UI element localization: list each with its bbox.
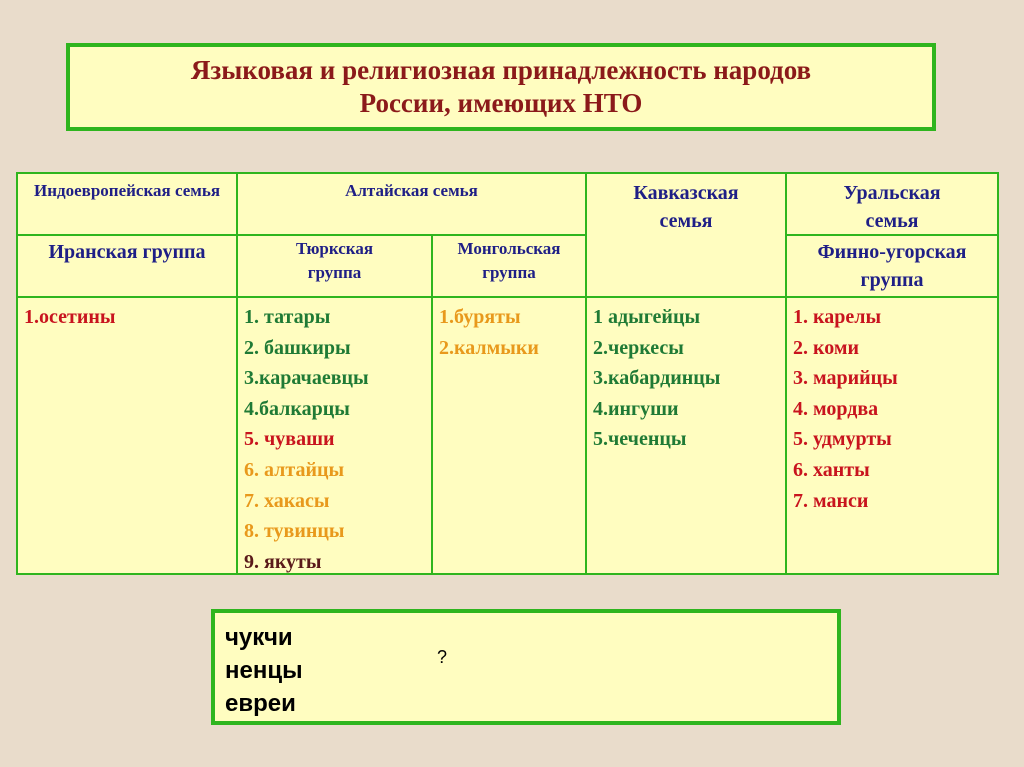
list-item: 7. хакасы [244, 489, 330, 512]
question-mark: ? [437, 647, 448, 667]
title-line-1: Языковая и религиозная принадлежность народов [190, 55, 812, 85]
list-item: 6. ханты [793, 458, 870, 481]
list-item: 5.чеченцы [593, 428, 687, 451]
list-item: 5. чуваши [244, 428, 335, 451]
header-finno-ugric-group [787, 236, 997, 298]
header-ural-family [787, 174, 997, 236]
header-caucasus-family-label: Кавказская семья [633, 182, 739, 232]
header-turkic-group [238, 236, 433, 298]
header-mongol-group [433, 236, 587, 298]
header-iranian-group-label: Иранская группа [48, 241, 206, 263]
turkic-peoples-list [238, 298, 433, 573]
list-item: 6. алтайцы [244, 458, 345, 481]
header-indo-european-family [18, 174, 238, 236]
list-item: 4.балкарцы [244, 397, 350, 420]
list-item: 1 адыгейцы [593, 306, 701, 328]
list-item: 4.ингуши [593, 397, 679, 420]
list-item: 3. марийцы [793, 367, 898, 390]
iranian-peoples-list [18, 298, 238, 573]
list-item: ненцы [225, 657, 303, 684]
unclassified-peoples-box [211, 609, 841, 725]
list-item: чукчи [225, 624, 293, 651]
list-item: 5. удмурты [793, 428, 892, 451]
list-item: 1. карелы [793, 306, 882, 328]
mongol-peoples-list [433, 298, 587, 573]
header-altai-family [238, 174, 587, 236]
header-iranian-group [18, 236, 238, 298]
header-ural-family-label: Уральская семья [843, 182, 941, 232]
list-item: 3.карачаевцы [244, 367, 369, 390]
list-item: 2. башкиры [244, 336, 351, 359]
list-item: евреи [225, 690, 296, 717]
list-item: 1.буряты [439, 306, 521, 328]
list-item: 3.кабардинцы [593, 367, 721, 390]
list-item: 8. тувинцы [244, 520, 345, 543]
slide-title [66, 43, 936, 131]
caucasus-peoples-list [587, 298, 787, 573]
header-turkic-group-label: Тюркская группа [295, 239, 374, 282]
list-item: 4. мордва [793, 397, 879, 420]
list-item: 1. татары [244, 306, 331, 328]
list-item: 2.черкесы [593, 336, 684, 359]
unclassified-peoples-list [225, 621, 303, 720]
header-caucasus-family [587, 174, 787, 298]
list-item: 2. коми [793, 336, 860, 359]
list-item: 2.калмыки [439, 336, 539, 359]
finno-ugric-peoples-list [787, 298, 997, 573]
language-families-table [16, 172, 999, 575]
header-mongol-group-label: Монгольская группа [457, 239, 561, 282]
header-finno-ugric-group-label: Финно-угорская группа [817, 241, 967, 291]
title-line-2: России, имеющих НТО [359, 88, 643, 118]
header-altai-family-label: Алтайская семья [345, 181, 478, 200]
header-indo-european-family-label: Индоевропейская семья [33, 181, 221, 200]
list-item: 9. якуты [244, 550, 322, 573]
list-item: 1.осетины [24, 306, 116, 328]
list-item: 7. манси [793, 489, 869, 512]
